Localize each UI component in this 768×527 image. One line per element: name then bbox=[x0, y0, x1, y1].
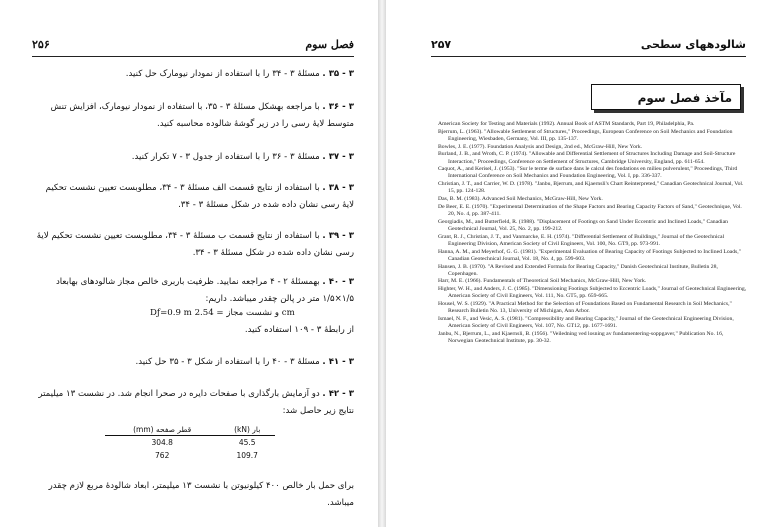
problem-3-38 bbox=[32, 180, 354, 214]
right-page-header bbox=[386, 38, 768, 54]
page-number: ۲۵۷ bbox=[431, 38, 452, 51]
reference-entry: Hanna, A. M., and Meyerhof, G. G. (1981). "Experimental Evaluation of Bearing Capacity of Footings Subjected to Inclined Loads," Canadian Geotechnical Journal, Vol. 18, No. 4, pp. 599-603. bbox=[438, 248, 742, 262]
table-row bbox=[105, 449, 275, 462]
problem-number: ۳ - ۴۰ . bbox=[322, 277, 354, 287]
problem-3-40 bbox=[32, 274, 354, 308]
running-head: شالودههای سطحی bbox=[640, 38, 746, 51]
problem-text: مسئلهٔ ۳ - ۳۶ را با استفاده از جدول ۳ - ۷ تکرار کنید. bbox=[131, 152, 320, 162]
reference-entry: Ismael, N. F., and Vesic, A. S. (1981). "Compressibility and Bearing Capacity," Journal of the Geotechnical Engineering Division, American Society of Civil Engineers, Vol. 107, No. GT12, pp. 1677-1691. bbox=[438, 315, 734, 330]
problem-3-39 bbox=[32, 228, 354, 262]
table-row bbox=[105, 436, 275, 450]
reference-entry: De Beer, E. E. (1970). "Experimental Determination of the Shape Factors and Bearing Capacity Factors of Sand," Geotechnique, Vol. 20, No. 4, pp. 387-411. bbox=[438, 203, 742, 218]
problem-number: ۳ - ۴۱ . bbox=[322, 357, 354, 367]
problem-3-36 bbox=[32, 99, 354, 133]
reference-entry: Christian, J. T., and Carrier, W. D. (1978). "Janbu, Bjerrum, and Kjaernsli's Chart Reinterpreted," Canadian Geotechnical Journal, Vol. 15, pp. 124-128. bbox=[438, 181, 744, 195]
problem-text: دو آزمایش بارگذاری با صفحات دایره در صحرا انجام شد. در نشست ۱۳ میلیمتر نتایج زیر حاصل شد: bbox=[38, 389, 354, 416]
problem-number: ۳ - ۳۷ . bbox=[322, 152, 354, 162]
header-rule bbox=[32, 56, 354, 57]
problem-text: مسئلهٔ ۳ - ۴۰ را با استفاده از شکل ۳ - ۳۵ حل کنید. bbox=[135, 357, 320, 367]
reference-entry: Burland, J. B., and Wroth, C. P. (1974). "Allowable and Differential Settlement of Structures Including Damage and Soil-Structure Interaction," Proceedings, Conference on Settlement of Structures, Cambridge University, England, pp. 611-654. bbox=[438, 151, 736, 165]
reference-entry: Bjerrum, L. (1963). "Allowable Settlement of Structures," Proceedings, European Conference on Soil Mechanics and Foundation Engineering, Wiesbaden, Germany, Vol. III, pp. 135-137. bbox=[438, 128, 733, 142]
reference-entry: Georgiadis, M., and Butterfield, R. (1988). "Displacement of Footings on Sand Under Eccentric and Inclined Loads," Canadian Geotechnical Journal, Vol. 25, No. 2, pp. 199-212. bbox=[438, 218, 728, 232]
running-head: فصل سوم bbox=[305, 38, 354, 51]
closing-paragraph: برای حمل بار خالص ۴۰۰ کیلونیوتن با نشست ۱۳ میلیمتر، ابعاد شالودهٔ مربع لازم چقدر میباشد. bbox=[48, 481, 354, 508]
page-number: ۲۵۶ bbox=[32, 38, 50, 51]
problem-text: بهمسئلهٔ ۲ - ۴ مراجعه نمایید. ظرفیت باربری خالص مجاز شالودهای بهابعاد ۱/۵×۱/۵ متر در پالن چقدر میباشد. داریم: bbox=[55, 277, 354, 304]
problem-3-41 bbox=[32, 354, 354, 371]
reference-entry: Harr, M. E. (1966). Fundamentals of Theoretical Soil Mechanics, McGraw-Hill, New York. bbox=[438, 278, 647, 285]
problem-number: ۳ - ۳۶ . bbox=[322, 102, 354, 112]
reference-entry: Janbu, N., Bjerrum, L., and Kjaernsli, B. (1956). "Veiledning ved losning av fundamentering-soppgaver," Publication No. 16, Norwegian Geotechnical Institute, pp. 30-32. bbox=[438, 330, 724, 345]
reference-entry: Das, B. M. (1983). Advanced Soil Mechanics, McGraw-Hill, New York. bbox=[438, 196, 603, 203]
problem-text: با استفاده از نتایج قسمت الف مسئلهٔ ۳ - ۳۴، مطلوبست تعیین نشست تحکیم لایهٔ رسی نشان داده شده در شکل مسئلهٔ ۳ - ۳۴. bbox=[45, 183, 354, 210]
column-header-diameter: قطر صفحه (mm) bbox=[105, 424, 219, 436]
table-cell: 45.5 bbox=[238, 438, 256, 447]
section-title: مآخذ فصل سوم bbox=[591, 84, 741, 110]
reference-entry: Caquot, A., and Kerisel, J. (1953). "Sur le terme de surface dans le calcul des fondations en milieu pulverulent," Proceedings, Third International Conference on Soil Mechanics and Foundation Engineering, Vol. I, pp. 336-337. bbox=[438, 166, 738, 180]
reference-entry: American Society for Testing and Materials (1992). Annual Book of ASTM Standards, Part 19, Philadelphia, Pa. bbox=[438, 121, 695, 127]
table-cell: 304.8 bbox=[151, 438, 173, 447]
problem-3-35 bbox=[32, 66, 354, 83]
reference-entry: Highter, W. H., and Anders, J. C. (1985). "Dimensioning Footings Subjected to Eccentric Loads," Journal of Geotechnical Engineering, American Society of Civil Engineers, Vol. 111, No. GT5, pp. 659-665. bbox=[438, 286, 747, 300]
book-gutter bbox=[378, 0, 386, 527]
reference-entry: Hansen, J. B. (1970). "A Revised and Extended Formula for Bearing Capacity," Danish Geotechnical Institute, Bulletin 28, Copenhagen. bbox=[438, 263, 718, 277]
given-formula: Dƒ=0.9 m و نشست مجاز = 2.54 cm bbox=[150, 308, 295, 318]
problem-text: با مراجعه بهشکل مسئلهٔ ۳ - ۳۵، با استفاده از نمودار نیومارک، افزایش تنش متوسط لایهٔ رسی را در زیر گوشهٔ شالوده محاسبه کنید. bbox=[50, 102, 354, 129]
left-page bbox=[0, 0, 378, 527]
left-page-header bbox=[0, 38, 378, 54]
problem-number: ۳ - ۳۵ . bbox=[322, 69, 354, 79]
problem-number: ۳ - ۴۲ . bbox=[322, 389, 354, 399]
problem-3-42 bbox=[32, 386, 354, 420]
load-test-table bbox=[105, 424, 275, 462]
formula-note: از رابطهٔ ۳ - ۱۰۹ استفاده کنید. bbox=[244, 325, 354, 335]
header-rule bbox=[431, 56, 746, 57]
right-page bbox=[386, 0, 768, 527]
reference-entry: Grant, R. J., Christian, J. T., and Vanmarcke, E. H. (1974). "Differential Settlement of Buildings," Journal of the Geotechnical Engineering Division, American Society of Civil Engineers, Vol. 100, No. GT9, pp. 973-991. bbox=[438, 233, 725, 247]
table-cell: 762 bbox=[155, 451, 170, 460]
column-header-load: بار (kN) bbox=[219, 424, 275, 436]
problem-text: با استفاده از نتایج قسمت ب مسئلهٔ ۳ - ۳۴، مطلوبست تعیین نشست تحکیم لایهٔ رسی نشان داده شده در شکل مسئلهٔ ۳ - ۳۴. bbox=[36, 231, 354, 258]
problem-number: ۳ - ۳۹ . bbox=[322, 231, 354, 241]
problem-3-37 bbox=[32, 149, 354, 166]
table-cell: 109.7 bbox=[236, 451, 258, 460]
problem-number: ۳ - ۳۸ . bbox=[322, 183, 354, 193]
reference-list bbox=[438, 121, 748, 346]
reference-entry: Bowles, J. E. (1977). Foundation Analysis and Design, 2nd ed., McGraw-Hill, New York. bbox=[438, 143, 643, 150]
problem-text: مسئلهٔ ۳ - ۳۴ را با استفاده از نمودار نیومارک حل کنید. bbox=[125, 69, 320, 79]
reference-entry: Housel, W. S. (1929). "A Practical Method for the Selection of Foundations Based on Fundamental Research in Soil Mechanics," Research Bulletin No. 13, University of Michigan, Ann Arbor. bbox=[438, 301, 732, 315]
